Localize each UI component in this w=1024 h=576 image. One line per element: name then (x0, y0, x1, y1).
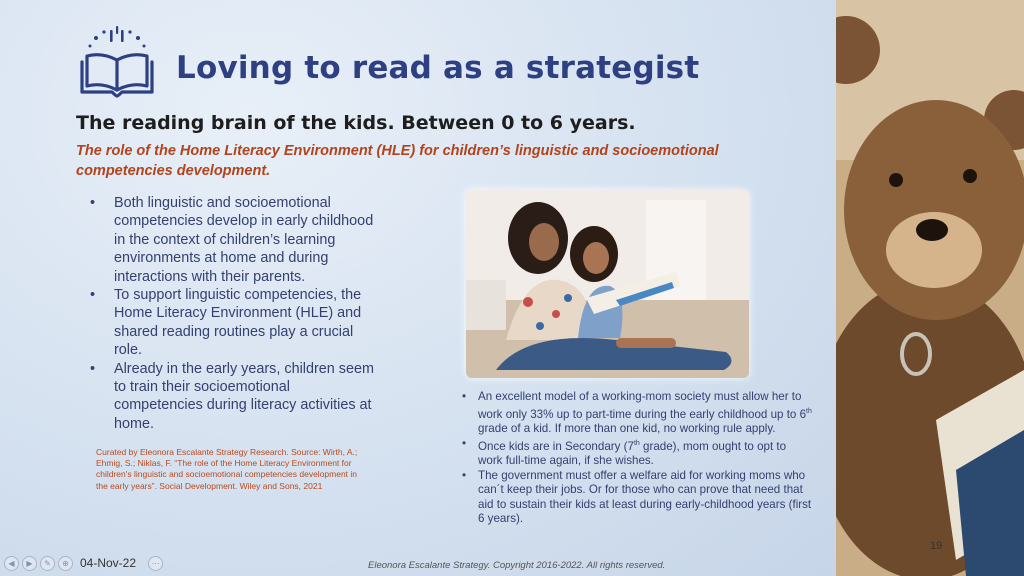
bullet-text-pre: Once kids are in Secondary (7 (478, 439, 634, 453)
mother-daughter-reading-photo (466, 190, 749, 378)
open-book-icon (76, 26, 158, 102)
pen-icon[interactable]: ✎ (40, 556, 55, 571)
previous-icon[interactable]: ◀ (4, 556, 19, 571)
bullet-icon: • (90, 360, 96, 377)
right-bullet-list (462, 390, 812, 527)
superscript: th (633, 439, 640, 447)
slide-date: 04-Nov-22 (80, 556, 137, 570)
zoom-icon[interactable]: ⊕ (58, 556, 73, 571)
bullet-icon: • (462, 390, 467, 403)
slide-subtitle: The reading brain of the kids. Between 0 to 6 years. (76, 112, 636, 134)
next-icon[interactable]: ▶ (22, 556, 37, 571)
bullet-icon: • (462, 468, 467, 482)
list-item (462, 469, 812, 527)
bullet-text: The government must offer a welfare aid for working moms who can´t keep their jobs. Or for those who can prove that need that aid to sustain their kids at least during early-childhood years (first 6 years). (478, 468, 812, 526)
superscript: th (806, 407, 812, 415)
bullet-text: Already in the early years, children seem to train their socioemotional competencies during literacy activities at home. (114, 360, 374, 432)
bullet-text: To support linguistic competencies, the Home Literacy Environment (HLE) and shared reading routines play a crucial role. (114, 287, 362, 359)
list-item (462, 390, 812, 437)
bullet-text-post: grade), mom ought to opt to work full-time again, if she wishes. (478, 439, 787, 468)
slide-title: Loving to read as a strategist (176, 50, 700, 86)
list-item (462, 437, 812, 469)
slide-footer: Eleonora Escalante Strategy. Copyright 2016-2022. All rights reserved. (368, 560, 666, 571)
bullet-text: Both linguistic and socioemotional competencies develop in early childhood in the context of children’s learning environments at home and during interactions with their parents. (114, 195, 374, 285)
source-credit: Curated by Eleonora Escalante Strategy Research. Source: Wirth, A.; Ehmig, S.; Niklas, F. “The role of the Home Literacy Environment for children's linguistic and socioemotional competencies development in the early years”. Social Development. Wiley and Sons, 2021 (96, 447, 358, 491)
bullet-text-post: grade of a kid. If more than one kid, no working rule apply. (478, 422, 776, 436)
bullet-icon: • (90, 195, 96, 211)
more-icon[interactable]: ⋯ (148, 556, 163, 571)
left-bullet-list (90, 194, 380, 433)
slide-subheading: The role of the Home Literacy Environment (HLE) for children’s linguistic and socioemotional competencies development. (76, 143, 719, 179)
teddy-bear-photo (836, 0, 1024, 576)
list-item (90, 194, 380, 286)
list-item (90, 360, 380, 434)
bullet-text-pre: An excellent model of a working-mom society must allow her to work only 33% up to part-time during the early childhood up to 6 (478, 390, 807, 421)
page-number: 19 (930, 540, 943, 552)
list-item (90, 286, 380, 360)
bullet-icon: • (462, 436, 467, 450)
bullet-icon: • (90, 287, 96, 304)
